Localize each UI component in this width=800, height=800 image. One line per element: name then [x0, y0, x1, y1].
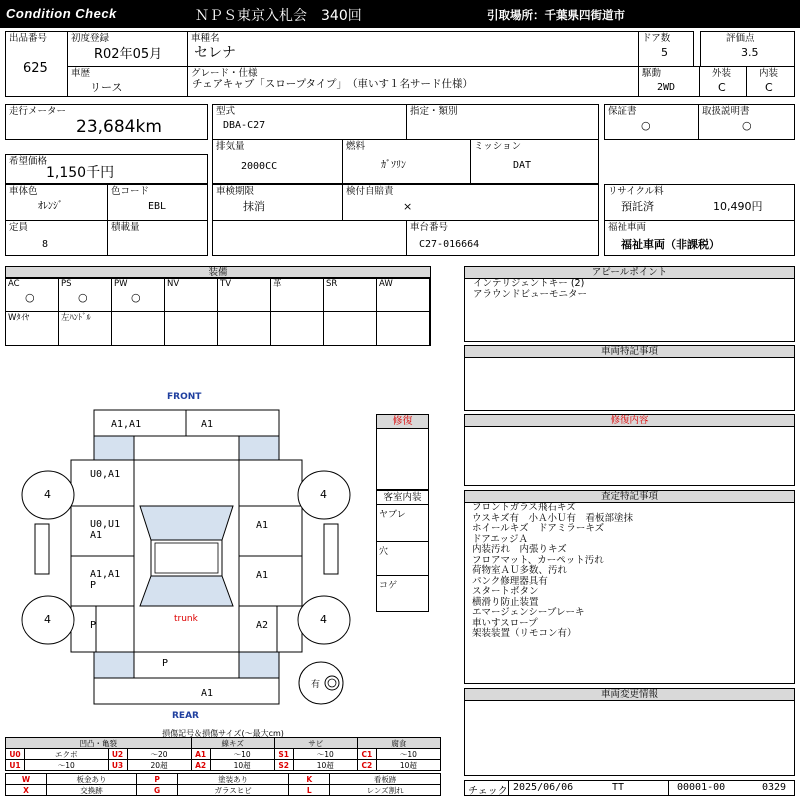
back-door [134, 652, 239, 678]
check-label: チェック [468, 786, 508, 797]
legend-title: 損傷記号＆損傷サイズ(〜最大cm) [162, 729, 284, 738]
warranty-label: 保証書 [608, 106, 637, 117]
equipment-label: PS [61, 279, 72, 289]
footer-code: 00001-00 [677, 782, 726, 793]
legend-desc: 〜10 [210, 749, 274, 760]
footer-bar [464, 780, 795, 796]
car-name-value: セレナ [194, 45, 236, 61]
recycle-status: 預託済 [621, 200, 654, 213]
changes-panel [464, 688, 795, 776]
check-date: 2025/06/06 [513, 782, 574, 793]
doors-label: ドア数 [642, 33, 671, 44]
equipment-label: 左ﾊﾝﾄﾞﾙ [61, 313, 91, 323]
damage-front-door-left: U0,U1 A1 [90, 519, 121, 541]
damage-front-door-right: A1 [256, 520, 269, 531]
history-value: リース [90, 81, 123, 94]
manual-label: 取扱説明書 [702, 106, 750, 117]
tyre-tread-front-left: 4 [44, 488, 51, 501]
legend-code: S1 [274, 749, 293, 760]
capacity-value: 8 [42, 239, 49, 250]
legend-group: 凹凸・亀裂 [6, 738, 192, 749]
welfare-label: 福祉車両 [608, 222, 647, 233]
interior-tear-label: ヤブレ [379, 510, 406, 520]
mission-label: ミッション [474, 141, 522, 152]
fuel-value: ｶﾞｿﾘﾝ [381, 160, 406, 171]
drive-value: 2WD [657, 82, 676, 93]
body-color-label: 車体色 [9, 186, 38, 197]
special-panel [464, 345, 795, 411]
car-name-label: 車種名 [191, 33, 220, 44]
repair-content-title: 修復内容 [465, 415, 794, 427]
tyre-tread-front-right: 4 [320, 488, 327, 501]
equipment-label: AW [379, 279, 393, 289]
legend-desc: 〜10 [293, 749, 357, 760]
damage-front-bumper-left: A1,A1 [111, 419, 142, 430]
damage-back-door: P [162, 658, 169, 669]
equipment-label: TV [220, 279, 232, 289]
model-value: DBA-C27 [223, 120, 266, 131]
grade-label: グレード・仕様 [191, 68, 258, 79]
rear-bumper [94, 678, 279, 704]
legend-desc: 板金あり [47, 774, 137, 785]
damage-rear-bumper: A1 [201, 688, 214, 699]
mission-value: DAT [513, 160, 532, 171]
legend-code: W [6, 774, 47, 785]
front-label: FRONT [167, 392, 202, 402]
legend-desc: 〜10 [376, 749, 440, 760]
welfare-box [604, 220, 795, 256]
displacement-label: 排気量 [216, 141, 245, 152]
mission-box [470, 139, 599, 184]
color-code-label: 色コード [111, 186, 150, 197]
displacement-value: 2000CC [241, 161, 278, 172]
inspection-note-line: フロアマット、カーペット汚れ [472, 554, 604, 566]
chassis-label: 車台番号 [410, 222, 449, 233]
inspection-notes-title: 査定特記事項 [465, 491, 794, 503]
drive-box [638, 66, 700, 97]
inspection-notes-list [472, 503, 633, 640]
rear-glass [140, 576, 233, 606]
legend-code: U1 [6, 760, 25, 771]
interior-damage-title: 客室内装 [377, 491, 428, 505]
footer-divider [508, 781, 509, 795]
exterior-box [699, 66, 747, 97]
grade-value: チェアキャブ「スロープタイプ」 （車いす１名サード仕様） [192, 78, 473, 90]
hood [134, 436, 239, 460]
manual-value: ○ [742, 119, 752, 132]
repair-label: 修復 [377, 415, 428, 429]
legend-desc: 10超 [376, 760, 440, 771]
inspection-note-line: パンク修理器具有 [472, 575, 548, 587]
spare-label: 有 [311, 680, 321, 690]
mileage-value: 23,684km [76, 117, 162, 137]
legend-desc: ガラスヒビ [178, 785, 289, 796]
inspection-note-line: 荷物室ＡＵ多数、汚れ [472, 565, 568, 576]
front-door-right [239, 506, 302, 556]
legend-desc: 10超 [293, 760, 357, 771]
interior-label: 内装 [759, 68, 779, 79]
rear-label: REAR [172, 711, 199, 721]
score-box [700, 31, 795, 67]
special-title: 車両特記事項 [465, 346, 794, 358]
header-title: Condition Check [6, 6, 117, 21]
welfare-value: 福祉車両（非課税） [621, 238, 720, 251]
recycle-label: リサイクル料 [608, 186, 664, 197]
warranty-box [604, 104, 699, 140]
inspection-note-line: エマージェンシーブレーキ [472, 607, 585, 618]
exterior-label: 外装 [712, 68, 732, 79]
legend-code: A1 [191, 749, 210, 760]
legend-group: サビ [274, 738, 357, 749]
equipment-label: 革 [273, 279, 282, 289]
legend-table [5, 737, 441, 771]
legend-desc: 看板跡 [330, 774, 441, 785]
equipment-mark: ○ [78, 291, 88, 304]
legend-group: 線キズ [191, 738, 274, 749]
legend-desc: 20超 [127, 760, 191, 771]
legend-code: C2 [357, 760, 376, 771]
tyre-tread-rear-left: 4 [44, 613, 51, 626]
capacity-label: 定員 [9, 222, 29, 233]
damage-quarter-left: P [90, 620, 97, 631]
legend-code: P [137, 774, 178, 785]
score-value: 3.5 [741, 46, 759, 59]
load-label: 積載量 [111, 222, 140, 233]
damage-rear-door-left: A1,A1 P [90, 569, 121, 591]
insurance-label: 検付自賠責 [346, 186, 394, 197]
first-reg-label: 初度登録 [71, 33, 110, 44]
equipment-label: NV [167, 279, 180, 289]
rear-corner-right [239, 652, 279, 678]
changes-title: 車両変更情報 [465, 689, 794, 701]
equipment-mark: ○ [25, 291, 35, 304]
inspection-label: 車検期限 [216, 186, 255, 197]
warranty-value: ○ [641, 119, 651, 132]
fuel-label: 燃料 [346, 141, 366, 152]
inspection-notes-panel [464, 490, 795, 684]
manual-box [698, 104, 795, 140]
price-value: 1,150千円 [46, 165, 115, 181]
legend-desc: 10超 [210, 760, 274, 771]
interior-damage-box [376, 490, 429, 612]
equipment-label: Wﾀｲﾔ [8, 313, 30, 323]
exterior-value: C [718, 81, 726, 94]
recycle-box [604, 184, 795, 221]
pickup-location: 引取場所：千葉県四街道市 [487, 8, 625, 22]
footer-divider [668, 781, 669, 795]
windshield [140, 506, 233, 540]
legend-code: U2 [108, 749, 127, 760]
body-color-value: ｵﾚﾝｼﾞ [38, 201, 63, 212]
inspection-note-line: ウスキズ有 小Ａ小Ｕ有 看板部塗抹 [472, 512, 634, 524]
recycle-fee: 10,490円 [713, 200, 763, 213]
appeal-line: アラウンドビューモニター [473, 289, 588, 300]
price-label: 希望価格 [9, 156, 48, 167]
fender-right [239, 460, 302, 506]
equipment-mark: ○ [131, 291, 141, 304]
legend-code: U3 [108, 760, 127, 771]
repair-box [376, 414, 429, 490]
inspection-note-line: 車いすスロープ [472, 617, 538, 629]
legend-table-marks [5, 773, 441, 796]
inspection-note-line: 横滑り防止装置 [472, 596, 539, 608]
legend-code: A2 [191, 760, 210, 771]
interior-burn-label: コゲ [379, 581, 398, 591]
mileage-label: 走行メーター [9, 106, 67, 117]
trunk-label: trunk [174, 614, 198, 624]
legend-code: U0 [6, 749, 25, 760]
checker: TT [612, 782, 625, 793]
legend-code: G [137, 785, 178, 796]
quarter-left [96, 606, 134, 652]
legend-group: 腐食 [357, 738, 440, 749]
damage-front-bumper-right: A1 [201, 419, 214, 430]
rear-door-right [239, 556, 302, 606]
interior-box [746, 66, 795, 97]
model-label: 型式 [216, 106, 236, 117]
auction-name: ＮＰＳ東京入札会 340回 [195, 8, 362, 24]
equipment-label: PW [114, 279, 128, 289]
legend-code: S2 [274, 760, 293, 771]
appeal-title: アピールポイント [465, 267, 794, 279]
inspection-note-line: ホイールキズ ドアミラーキズ [472, 523, 605, 534]
legend-desc: 交換跡 [47, 785, 137, 796]
inspection-note-line: スタートボタン [472, 586, 539, 597]
damage-rear-door-right: A1 [256, 570, 269, 581]
insurance-value: × [403, 200, 413, 213]
appeal-panel [464, 266, 795, 342]
doors-box [638, 31, 694, 67]
inspection-value: 抹消 [243, 200, 265, 213]
inspection-note-line: ドアエッジＡ [472, 533, 529, 545]
tyre-tread-rear-right: 4 [320, 613, 327, 626]
doors-value: 5 [661, 46, 668, 59]
legend-code: K [289, 774, 330, 785]
damage-quarter-right: A2 [256, 620, 269, 631]
rear-corner-left [94, 652, 134, 678]
appeal-line: インテリジェントキー (2) [473, 278, 585, 289]
equipment-title: 装備 [6, 267, 430, 279]
legend-desc: 塗装あり [178, 774, 289, 785]
front-corner-left [94, 436, 134, 460]
chassis-value: C27-016664 [419, 239, 480, 250]
legend-desc: レンズ割れ [330, 785, 441, 796]
legend-desc: 〜10 [25, 760, 109, 771]
side-step-right [324, 524, 338, 574]
repair-content-panel [464, 414, 795, 486]
damage-fender-left: U0,A1 [90, 469, 121, 480]
legend-desc: エクボ [25, 749, 109, 760]
equipment-label: AC [8, 279, 20, 289]
interior-value: C [765, 81, 773, 94]
inspection-note-line: 架装装置（リモコン有） [472, 628, 577, 639]
inspection-note-line: 内装汚れ 内張りキズ [472, 544, 567, 555]
color-code-value: EBL [148, 201, 167, 212]
inspection-note-line: フロントガラス飛石キズ [472, 502, 576, 513]
interior-hole-label: 穴 [379, 547, 389, 557]
lot-label: 出品番号 [9, 33, 48, 44]
equipment-label: SR [326, 279, 338, 289]
legend-desc: 〜20 [127, 749, 191, 760]
category-label: 指定・類別 [410, 106, 458, 117]
score-label: 評価点 [726, 33, 755, 44]
fender-left [71, 460, 134, 506]
legend-code: L [289, 785, 330, 796]
legend-code: C1 [357, 749, 376, 760]
footer-number: 0329 [762, 782, 787, 793]
drive-label: 駆動 [642, 68, 662, 79]
legend-code: X [6, 785, 47, 796]
roof [151, 540, 222, 576]
front-corner-right [239, 436, 279, 460]
history-label: 車歴 [71, 68, 91, 79]
first-reg-value: R02年05月 [94, 47, 163, 62]
side-step-left [35, 524, 49, 574]
lot-number: 625 [23, 61, 48, 76]
